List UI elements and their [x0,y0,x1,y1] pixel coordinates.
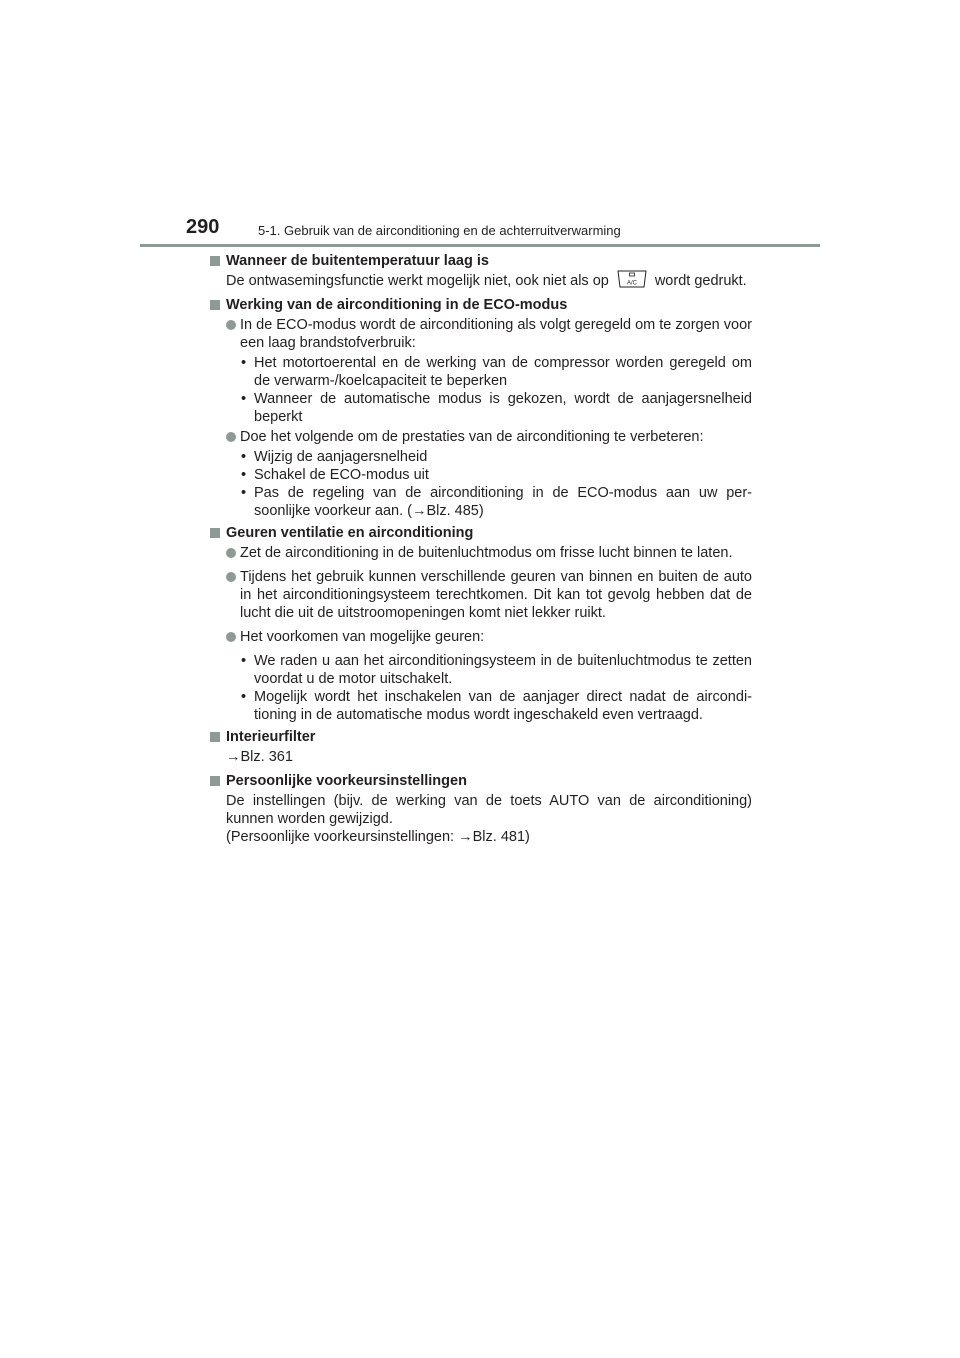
section-heading-text: Interieurfilter [226,729,316,745]
list-item-text: In de ECO-modus wordt de airconditioning als volgt geregeld om te zorgen voor een laag brandstofverbruik: [240,317,752,351]
sub-list-item [210,448,752,466]
section-personal-settings [210,772,752,846]
circle-bullet-icon [226,548,236,558]
bullet-point-icon: • [241,449,247,465]
list-item [210,568,752,622]
bullet-point-icon: • [241,391,247,407]
section-heading [210,728,752,746]
paragraph-text-after: wordt gedrukt. [654,273,747,289]
circle-bullet-icon [226,572,236,582]
page-reference [210,748,752,766]
section-heading [210,252,752,270]
sub-list-item-text: Pas de regeling van de airconditioning in de ECO-modus aan uw per-soonlijke voorkeur aan. (→Blz. 485) [254,485,752,519]
list-item [210,544,752,562]
paragraph-text-before: De ontwasemingsfunctie werkt mogelijk niet, ook niet als op [226,273,609,289]
paragraph-text: (Persoonlijke voorkeursinstellingen: →Blz. 481) [226,829,530,845]
sub-list-item [210,466,752,484]
section-heading-text: Persoonlijke voorkeursinstellingen [226,773,467,789]
section-heading-text: Geuren ventilatie en airconditioning [226,525,474,541]
list-item-text: Tijdens het gebruik kunnen verschillende geuren van binnen en buiten de auto in het airconditioningsysteem terechtkomen. Dit kan tot gevolg hebben dat de lucht die uit de uitstroomopeningen komt niet lekker ruikt. [240,569,752,621]
page-content [210,252,752,850]
list-item-text: Zet de airconditioning in de buitenluchtmodus om frisse lucht binnen te laten. [240,545,733,561]
square-bullet-icon [210,732,220,742]
page-number: 290 [186,216,220,238]
paragraph-text: De instellingen (bijv. de werking van de toets AUTO van de airconditioning) kunnen worden gewijzigd. [226,793,752,827]
square-bullet-icon [210,528,220,538]
section-heading [210,524,752,542]
section-paragraph [210,272,752,290]
sub-list-item [210,688,752,724]
bullet-point-icon: • [241,485,247,501]
section-low-outside-temperature [210,252,752,290]
section-odors [210,524,752,724]
list-item [210,316,752,352]
header-rule [140,244,820,247]
sub-list-item-text: Schakel de ECO-modus uit [254,467,429,483]
sub-list-item [210,390,752,426]
ac-button-icon [617,270,647,288]
section-paragraph [210,828,752,846]
circle-bullet-icon [226,320,236,330]
bullet-point-icon: • [241,653,247,669]
bullet-point-icon: • [241,355,247,371]
sub-list-item-text: Het motortoerental en de werking van de compressor worden geregeld om de verwarm-/koelcapaciteit te beperken [254,355,752,389]
sub-list-item-text: Wijzig de aanjagersnelheid [254,449,428,465]
ac-button-label: A/C [626,280,637,287]
list-item-text: Het voorkomen van mogelijke geuren: [240,629,485,645]
section-paragraph [210,792,752,828]
page-reference-text: →Blz. 361 [226,749,293,765]
square-bullet-icon [210,300,220,310]
section-heading-text: Werking van de airconditioning in de ECO-modus [226,297,568,313]
list-item [210,428,752,446]
section-heading-text: Wanneer de buitentemperatuur laag is [226,253,489,269]
sub-list-item [210,484,752,520]
circle-bullet-icon [226,632,236,642]
sub-list [210,354,752,426]
sub-list [210,652,752,724]
bullet-point-icon: • [241,467,247,483]
square-bullet-icon [210,776,220,786]
sub-list-item [210,354,752,390]
sub-list-item-text: Wanneer de automatische modus is gekozen, wordt de aanjagersnelheid beperkt [254,391,752,425]
sub-list-item-text: We raden u aan het airconditioningsysteem in de buitenluchtmodus te zetten voordat u de motor uitschakelt. [254,653,752,687]
section-title: 5-1. Gebruik van de airconditioning en de achterruitverwarming [258,223,621,238]
list-item [210,628,752,646]
sub-list-item-text: Mogelijk wordt het inschakelen van de aanjager direct nadat de aircondi-tioning in de automatische modus wordt ingeschakeld even vertraagd. [254,689,752,723]
sub-list [210,448,752,520]
circle-bullet-icon [226,432,236,442]
section-heading [210,772,752,790]
sub-list-item [210,652,752,688]
section-heading [210,296,752,314]
section-interior-filter [210,728,752,766]
section-eco-mode [210,296,752,520]
list-item-text: Doe het volgende om de prestaties van de airconditioning te verbeteren: [240,429,704,445]
bullet-point-icon: • [241,689,247,705]
square-bullet-icon [210,256,220,266]
page-header [186,212,820,248]
